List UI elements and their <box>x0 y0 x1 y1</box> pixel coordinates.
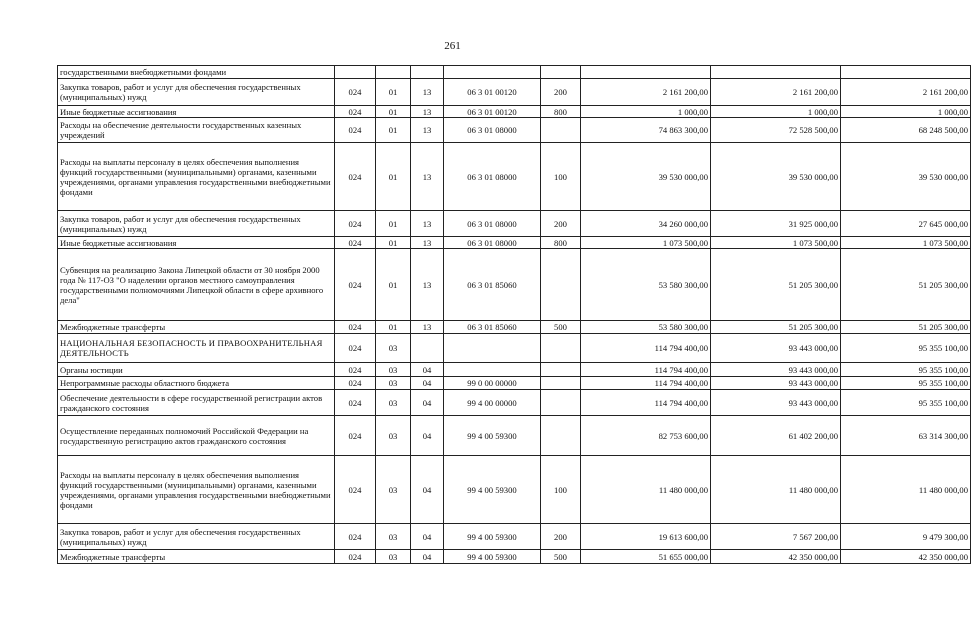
row-year3: 95 355 100,00 <box>841 377 971 390</box>
row-csr: 06 3 01 85060 <box>444 321 541 334</box>
row-year2: 11 480 000,00 <box>711 456 841 524</box>
row-name: Непрограммные расходы областного бюджета <box>58 377 335 390</box>
row-gr: 024 <box>335 249 376 321</box>
row-name: Расходы на обеспечение деятельности государственных казенных учреждений <box>58 118 335 143</box>
row-year1: 39 530 000,00 <box>581 143 711 211</box>
row-gr: 024 <box>335 377 376 390</box>
row-pr: 13 <box>411 237 444 249</box>
table-row <box>58 456 971 524</box>
row-vr: 100 <box>541 143 581 211</box>
row-gr: 024 <box>335 143 376 211</box>
row-pr: 13 <box>411 321 444 334</box>
row-csr: 06 3 01 08000 <box>444 118 541 143</box>
row-gr: 024 <box>335 550 376 564</box>
row-year2: 72 528 500,00 <box>711 118 841 143</box>
table-row <box>58 143 971 211</box>
row-name: Расходы на выплаты персоналу в целях обеспечения выполнения функций государственными (муниципальными) органами, казенными учреждениями, органами управления государственными внебюджетными фондами <box>58 143 335 211</box>
table-row <box>58 390 971 416</box>
row-csr: 99 4 00 59300 <box>444 456 541 524</box>
row-year2: 1 000,00 <box>711 106 841 118</box>
row-name: Обеспечение деятельности в сфере государственной регистрации актов гражданского состояния <box>58 390 335 416</box>
row-vr <box>541 416 581 456</box>
row-rz: 01 <box>376 118 411 143</box>
row-vr <box>541 334 581 363</box>
row-name: Закупка товаров, работ и услуг для обеспечения государственных (муниципальных) нужд <box>58 211 335 237</box>
row-vr: 200 <box>541 79 581 106</box>
row-name: Закупка товаров, работ и услуг для обеспечения государственных (муниципальных) нужд <box>58 524 335 550</box>
row-pr: 13 <box>411 143 444 211</box>
row-name: НАЦИОНАЛЬНАЯ БЕЗОПАСНОСТЬ И ПРАВООХРАНИТЕЛЬНАЯ ДЕЯТЕЛЬНОСТЬ <box>58 334 335 363</box>
row-vr <box>541 118 581 143</box>
row-rz <box>376 66 411 79</box>
row-year3: 2 161 200,00 <box>841 79 971 106</box>
row-vr <box>541 66 581 79</box>
row-gr: 024 <box>335 321 376 334</box>
row-gr: 024 <box>335 416 376 456</box>
row-rz: 01 <box>376 249 411 321</box>
row-csr: 06 3 01 08000 <box>444 211 541 237</box>
row-pr: 04 <box>411 390 444 416</box>
row-csr: 06 3 01 08000 <box>444 237 541 249</box>
row-name: Межбюджетные трансферты <box>58 321 335 334</box>
row-name: Иные бюджетные ассигнования <box>58 106 335 118</box>
row-name: Межбюджетные трансферты <box>58 550 335 564</box>
table-row <box>58 79 971 106</box>
page-number: 261 <box>444 40 461 52</box>
table-row <box>58 211 971 237</box>
row-csr: 99 4 00 00000 <box>444 390 541 416</box>
row-pr <box>411 66 444 79</box>
row-rz: 03 <box>376 390 411 416</box>
row-year2 <box>711 66 841 79</box>
row-year3 <box>841 66 971 79</box>
row-rz: 03 <box>376 456 411 524</box>
row-pr: 04 <box>411 377 444 390</box>
row-year2: 93 443 000,00 <box>711 390 841 416</box>
row-year1: 1 073 500,00 <box>581 237 711 249</box>
table-body <box>58 66 971 564</box>
row-year3: 27 645 000,00 <box>841 211 971 237</box>
row-vr: 200 <box>541 524 581 550</box>
row-year2: 1 073 500,00 <box>711 237 841 249</box>
table-row <box>58 237 971 249</box>
row-vr <box>541 363 581 377</box>
row-csr: 99 0 00 00000 <box>444 377 541 390</box>
row-year2: 61 402 200,00 <box>711 416 841 456</box>
row-year2: 42 350 000,00 <box>711 550 841 564</box>
row-gr: 024 <box>335 237 376 249</box>
row-pr: 13 <box>411 106 444 118</box>
row-year3: 68 248 500,00 <box>841 118 971 143</box>
row-rz: 03 <box>376 550 411 564</box>
row-pr: 13 <box>411 211 444 237</box>
table-row <box>58 106 971 118</box>
row-year1: 34 260 000,00 <box>581 211 711 237</box>
table-row <box>58 363 971 377</box>
row-year2: 7 567 200,00 <box>711 524 841 550</box>
row-year3: 11 480 000,00 <box>841 456 971 524</box>
row-name: Иные бюджетные ассигнования <box>58 237 335 249</box>
row-rz: 03 <box>376 416 411 456</box>
row-csr: 99 4 00 59300 <box>444 550 541 564</box>
row-vr <box>541 377 581 390</box>
row-csr: 06 3 01 00120 <box>444 79 541 106</box>
row-gr: 024 <box>335 456 376 524</box>
row-year1: 53 580 300,00 <box>581 321 711 334</box>
row-vr: 500 <box>541 550 581 564</box>
row-csr <box>444 334 541 363</box>
row-csr: 06 3 01 00120 <box>444 106 541 118</box>
row-year2: 51 205 300,00 <box>711 321 841 334</box>
table-row <box>58 321 971 334</box>
row-year2: 51 205 300,00 <box>711 249 841 321</box>
row-csr: 99 4 00 59300 <box>444 416 541 456</box>
row-name: Закупка товаров, работ и услуг для обеспечения государственных (муниципальных) нужд <box>58 79 335 106</box>
table-row <box>58 416 971 456</box>
row-year1: 19 613 600,00 <box>581 524 711 550</box>
row-pr: 04 <box>411 416 444 456</box>
row-vr: 800 <box>541 237 581 249</box>
row-year3: 39 530 000,00 <box>841 143 971 211</box>
row-vr: 500 <box>541 321 581 334</box>
row-year2: 93 443 000,00 <box>711 377 841 390</box>
row-pr: 04 <box>411 524 444 550</box>
row-year3: 51 205 300,00 <box>841 321 971 334</box>
row-year1: 1 000,00 <box>581 106 711 118</box>
row-year1: 51 655 000,00 <box>581 550 711 564</box>
row-csr: 99 4 00 59300 <box>444 524 541 550</box>
row-csr <box>444 66 541 79</box>
row-year1: 11 480 000,00 <box>581 456 711 524</box>
row-rz: 01 <box>376 237 411 249</box>
row-rz: 01 <box>376 106 411 118</box>
row-year3: 51 205 300,00 <box>841 249 971 321</box>
row-year1: 114 794 400,00 <box>581 363 711 377</box>
table-row <box>58 377 971 390</box>
row-year3: 95 355 100,00 <box>841 334 971 363</box>
row-year3: 1 073 500,00 <box>841 237 971 249</box>
row-rz: 01 <box>376 143 411 211</box>
row-vr: 100 <box>541 456 581 524</box>
row-rz: 01 <box>376 321 411 334</box>
row-vr: 800 <box>541 106 581 118</box>
budget-table <box>57 65 971 564</box>
row-csr <box>444 363 541 377</box>
row-vr: 200 <box>541 211 581 237</box>
row-year2: 93 443 000,00 <box>711 363 841 377</box>
table-row <box>58 118 971 143</box>
row-rz: 01 <box>376 79 411 106</box>
row-rz: 03 <box>376 334 411 363</box>
row-gr: 024 <box>335 390 376 416</box>
row-name: Органы юстиции <box>58 363 335 377</box>
row-gr: 024 <box>335 211 376 237</box>
row-year3: 1 000,00 <box>841 106 971 118</box>
row-pr: 13 <box>411 79 444 106</box>
row-year1: 2 161 200,00 <box>581 79 711 106</box>
row-year1: 114 794 400,00 <box>581 390 711 416</box>
row-vr <box>541 249 581 321</box>
row-gr: 024 <box>335 363 376 377</box>
table-row <box>58 334 971 363</box>
row-pr: 13 <box>411 249 444 321</box>
row-year2: 39 530 000,00 <box>711 143 841 211</box>
row-gr: 024 <box>335 106 376 118</box>
row-year1: 74 863 300,00 <box>581 118 711 143</box>
row-year2: 31 925 000,00 <box>711 211 841 237</box>
row-rz: 03 <box>376 524 411 550</box>
row-csr: 06 3 01 08000 <box>444 143 541 211</box>
table-row <box>58 524 971 550</box>
row-gr: 024 <box>335 79 376 106</box>
row-name: Расходы на выплаты персоналу в целях обеспечения выполнения функций государственными (муниципальными) органами, казенными учреждениями, органами управления государственными внебюджетными фондами <box>58 456 335 524</box>
row-pr: 04 <box>411 363 444 377</box>
row-gr: 024 <box>335 334 376 363</box>
row-name: Осуществление переданных полномочий Российской Федерации на государственную регистрацию актов гражданского состояния <box>58 416 335 456</box>
row-year1 <box>581 66 711 79</box>
row-year3: 63 314 300,00 <box>841 416 971 456</box>
row-year1: 82 753 600,00 <box>581 416 711 456</box>
row-name: Субвенция на реализацию Закона Липецкой области от 30 ноября 2000 года № 117-ОЗ "О наделении органов местного самоуправления государственными полномочиями Липецкой области в сфере архивного дела" <box>58 249 335 321</box>
row-rz: 01 <box>376 211 411 237</box>
row-year2: 93 443 000,00 <box>711 334 841 363</box>
row-rz: 03 <box>376 377 411 390</box>
row-rz: 03 <box>376 363 411 377</box>
row-csr: 06 3 01 85060 <box>444 249 541 321</box>
row-pr: 04 <box>411 550 444 564</box>
row-pr <box>411 334 444 363</box>
row-pr: 04 <box>411 456 444 524</box>
table-row <box>58 66 971 79</box>
row-name: государственными внебюджетными фондами <box>58 66 335 79</box>
row-year1: 114 794 400,00 <box>581 377 711 390</box>
row-year3: 42 350 000,00 <box>841 550 971 564</box>
row-pr: 13 <box>411 118 444 143</box>
row-year3: 95 355 100,00 <box>841 390 971 416</box>
row-gr <box>335 66 376 79</box>
row-year3: 9 479 300,00 <box>841 524 971 550</box>
table-row <box>58 550 971 564</box>
row-year1: 114 794 400,00 <box>581 334 711 363</box>
row-year3: 95 355 100,00 <box>841 363 971 377</box>
row-vr <box>541 390 581 416</box>
row-gr: 024 <box>335 524 376 550</box>
row-year1: 53 580 300,00 <box>581 249 711 321</box>
row-year2: 2 161 200,00 <box>711 79 841 106</box>
table-row <box>58 249 971 321</box>
row-gr: 024 <box>335 118 376 143</box>
